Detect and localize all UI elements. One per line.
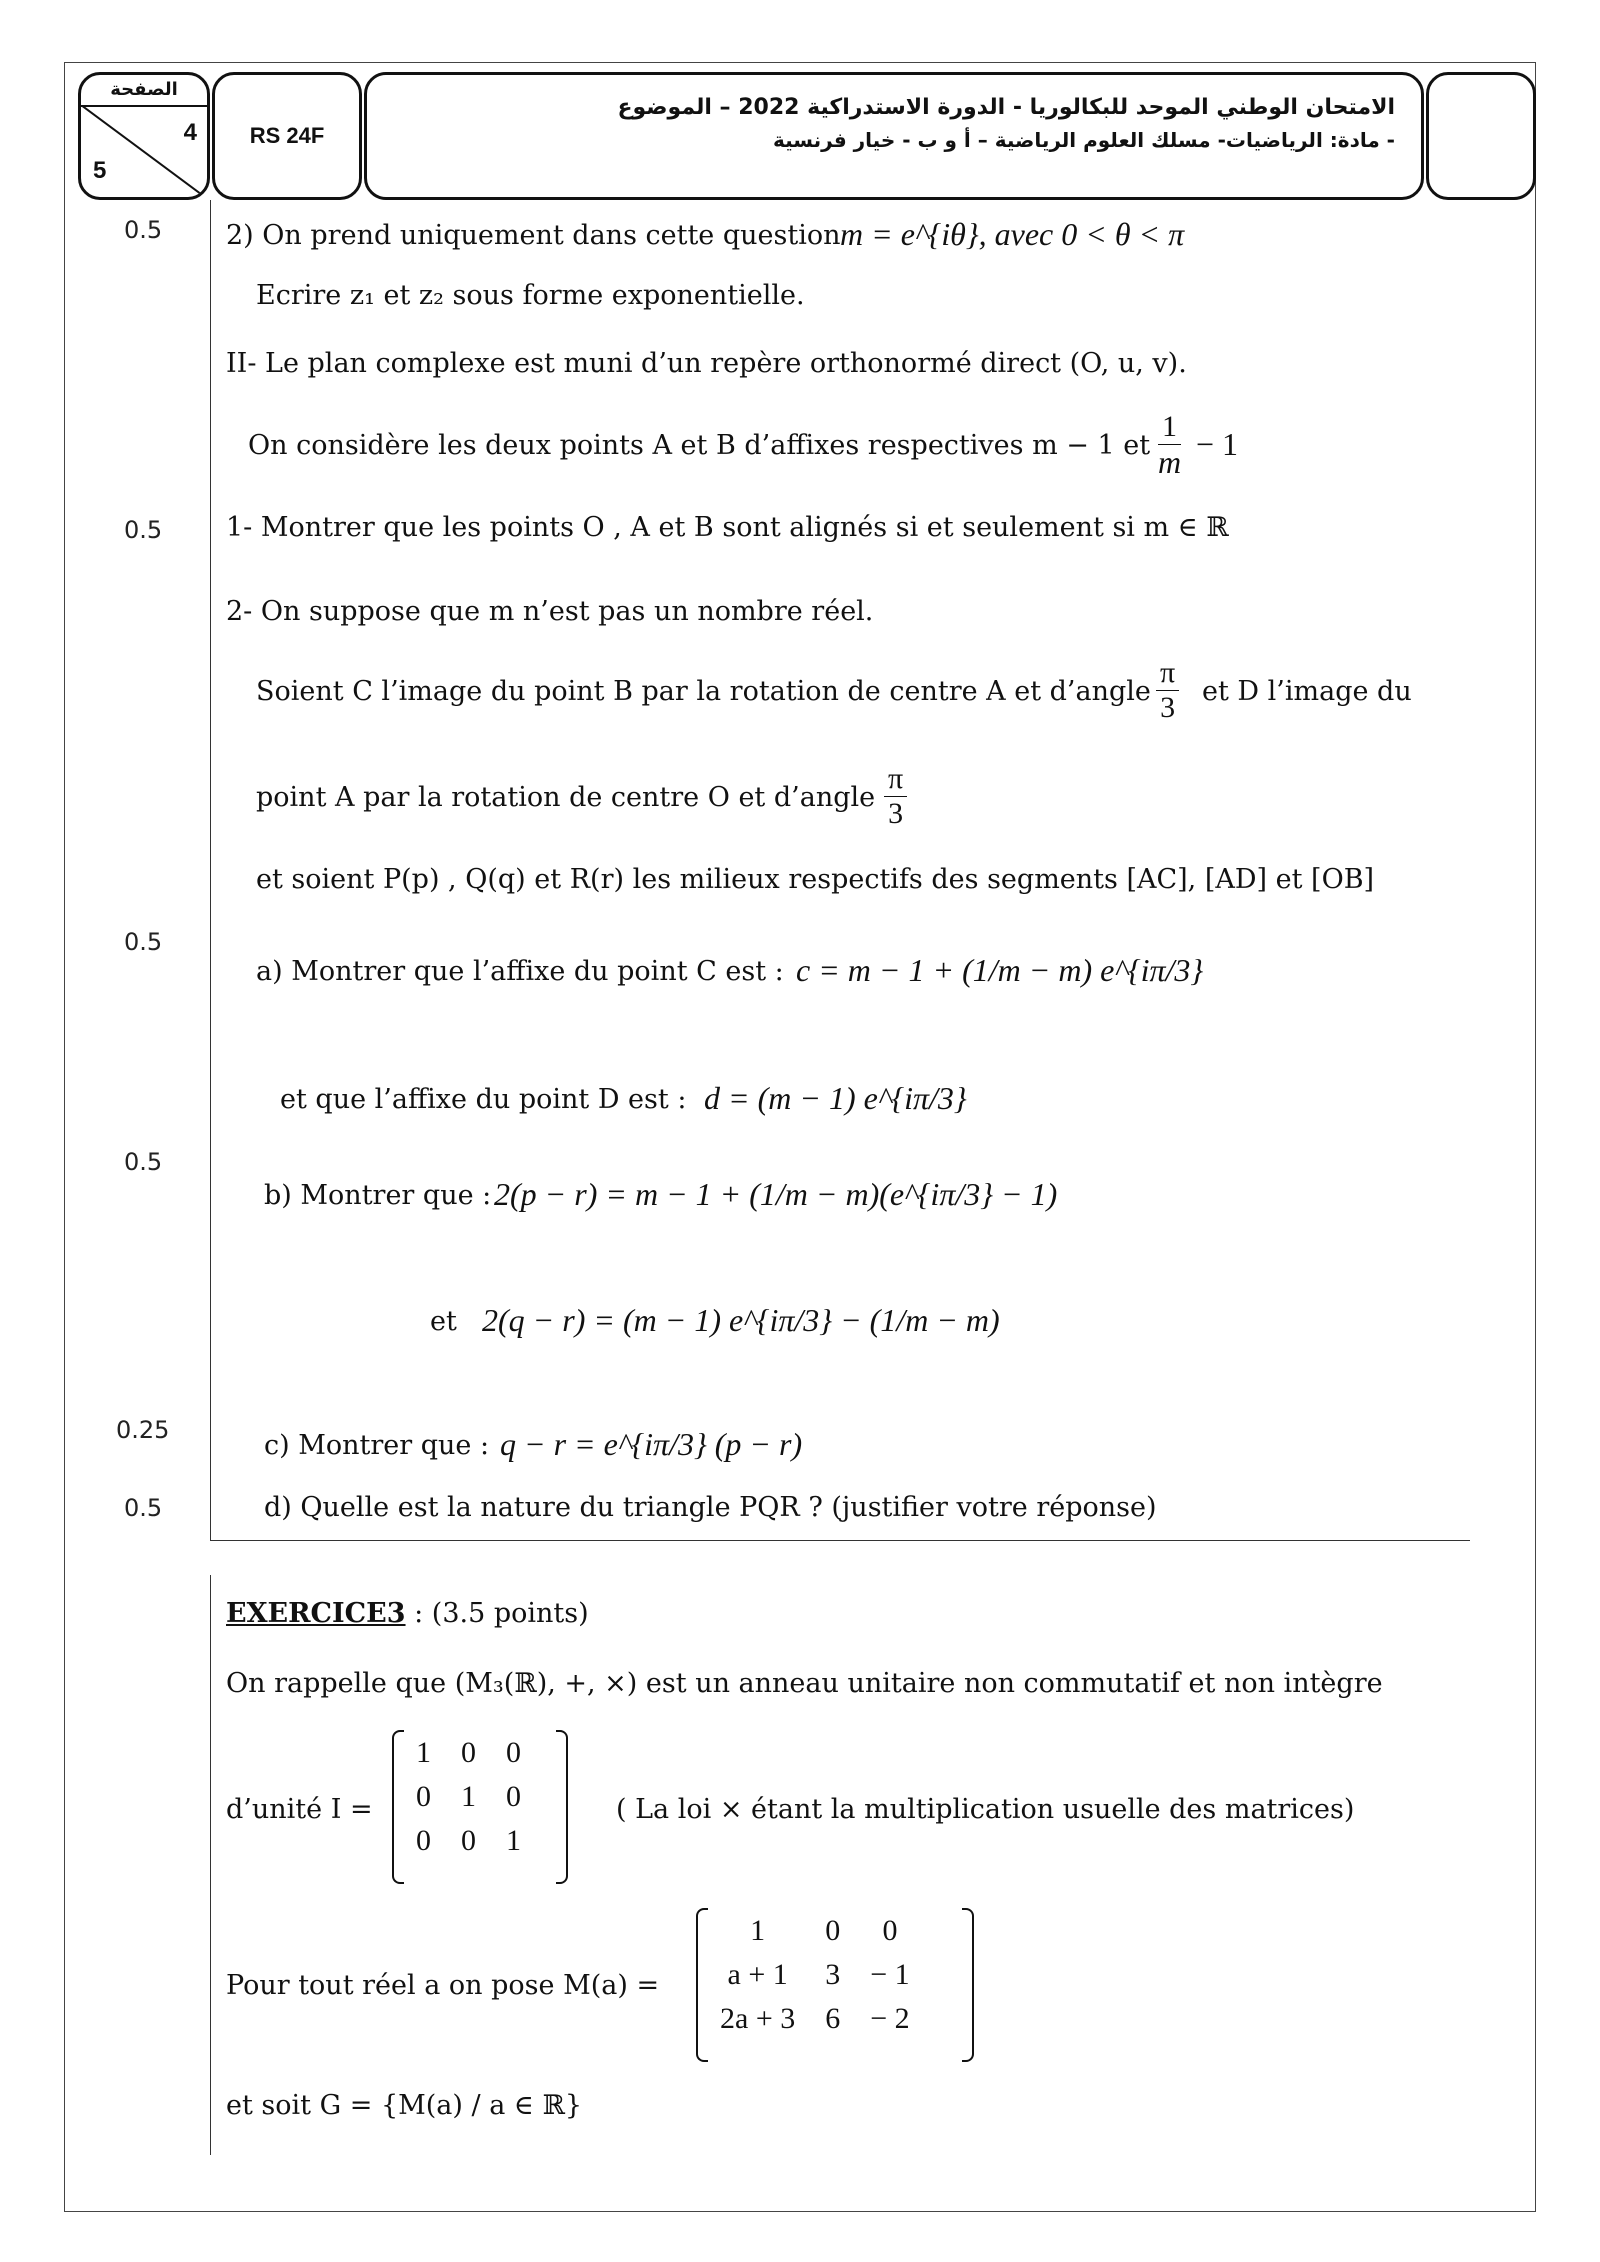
q2-line1-after: et D l’image du [1202, 676, 1412, 707]
points-ii-2c: 0.25 [116, 1416, 170, 1444]
q2-sub: Ecrire z₁ et z₂ sous forme exponentielle. [256, 280, 805, 311]
matrix-cell: 3 [825, 1958, 841, 1991]
page-current: 4 [183, 119, 197, 146]
q2-line2: point A par la rotation de centre O et d’angle [256, 782, 876, 813]
page-total: 5 [93, 157, 107, 184]
frac-den: 3 [1160, 691, 1176, 724]
frac-den: 3 [888, 797, 904, 830]
frac-num: π [884, 762, 907, 797]
exam-title: الامتحان الوطني الموحد للبكالوريا - الدورة الاستدراكية 2022 – الموضوع [617, 95, 1395, 120]
q2-line1: Soient C l’image du point B par la rotation de centre A et d’angle [256, 676, 1151, 707]
identity-bracket-right [556, 1730, 568, 1884]
matrix-M-a [704, 1908, 926, 2042]
points-ii-2b: 0.5 [124, 1148, 163, 1176]
matrix-cell: 0 [825, 1914, 841, 1947]
points-ii-1: 0.5 [124, 516, 163, 544]
matrix-cell: a + 1 [727, 1958, 788, 1991]
page-frame [64, 62, 1536, 2212]
q2-text: 2) On prend uniquement dans cette question [226, 220, 841, 251]
points-after: − 1 [1196, 426, 1239, 462]
matrix-cell: 0 [506, 1780, 521, 1813]
matrix-cell: 6 [825, 2002, 841, 2035]
qa-formula2: d = (m − 1) e^{iπ/3} [704, 1080, 967, 1116]
page-label: الصفحة [81, 75, 207, 107]
exercise3-heading [226, 1600, 589, 1627]
qb-formula1: 2(p − r) = m − 1 + (1/m − m)(e^{iπ/3} − 1) [494, 1176, 1058, 1212]
qc-formula: q − r = e^{iπ/3} (p − r) [500, 1426, 803, 1462]
matrix-cell: 0 [506, 1736, 521, 1769]
qa-text: a) Montrer que l’affixe du point C est : [256, 956, 784, 987]
part2-q1: 1- Montrer que les points O , A et B sont alignés si et seulement si m ∈ ℝ [226, 512, 1229, 543]
part2-points-text: On considère les deux points A et B d’affixes respectives m − 1 et [248, 430, 1151, 461]
matrix-cell: 1 [750, 1914, 766, 1947]
matrix-cell: − 1 [870, 1958, 910, 1991]
frac-one-over-m [1158, 410, 1181, 479]
frac-den: m [1158, 444, 1182, 480]
points-column-rule [210, 200, 211, 1540]
matrix-cell: 1 [416, 1736, 431, 1769]
unit-label: d’unité I = [226, 1794, 373, 1825]
exercise3-title: EXERCICE3 [226, 1598, 406, 1629]
frac-num: 1 [1158, 410, 1181, 445]
matrix-cell: 0 [416, 1824, 431, 1857]
part2-title: II- Le plan complexe est muni d’un repère orthonormé direct (O, u, v). [226, 348, 1187, 379]
matrix-cell: 0 [882, 1914, 898, 1947]
q2-line3: et soient P(p) , Q(q) et R(r) les milieux respectifs des segments [AC], [AD] et [OB] [256, 864, 1375, 895]
qa-formula: c = m − 1 + (1/m − m) e^{iπ/3} [796, 952, 1204, 988]
qa-text2: et que l’affixe du point D est : [280, 1084, 687, 1115]
qb-formula2: 2(q − r) = (m − 1) e^{iπ/3} − (1/m − m) [482, 1302, 1000, 1338]
matrix-cell: 0 [416, 1780, 431, 1813]
exercise3-rule [210, 1575, 211, 2155]
frac-num: π [1156, 656, 1179, 691]
section-divider [210, 1540, 1470, 1541]
matrix-cell: 1 [506, 1824, 521, 1857]
set-def: et soit G = {M(a) / a ∈ ℝ} [226, 2090, 583, 2121]
points-ii-2a: 0.5 [124, 928, 163, 956]
qb-et: et [430, 1306, 457, 1337]
matrix-label: Pour tout réel a on pose M(a) = [226, 1970, 660, 2001]
q2-math: m = e^{iθ}, avec 0 < θ < π [840, 216, 1185, 252]
frac-pi-over-3-b [884, 762, 907, 831]
matrix-cell: 0 [461, 1736, 476, 1769]
matrix-cell: 2a + 3 [720, 2002, 796, 2035]
exam-title-box [364, 72, 1424, 200]
matrix-cell: − 2 [870, 2002, 910, 2035]
exam-code: RS 24F [212, 72, 362, 200]
exam-subject: - مادة: الرياضيات- مسلك العلوم الرياضية – أ و ب - خيار فرنسية [772, 128, 1395, 152]
ma-bracket-right [962, 1908, 974, 2062]
qd-text: d) Quelle est la nature du triangle PQR ? (justifier votre réponse) [264, 1492, 1157, 1523]
points-q2: 0.5 [124, 216, 163, 244]
identity-matrix [400, 1730, 537, 1864]
matrix-cell: 1 [461, 1780, 476, 1813]
points-ii-2d: 0.5 [124, 1494, 163, 1522]
qc-text: c) Montrer que : [264, 1430, 490, 1461]
blank-box [1426, 72, 1536, 200]
matrix-cell: 0 [461, 1824, 476, 1857]
part2-q2: 2- On suppose que m n’est pas un nombre réel. [226, 596, 874, 627]
page-number-box [78, 72, 210, 200]
exercise3-line1: On rappelle que (M₃(ℝ), +, ×) est un anneau unitaire non commutatif et non intègre [226, 1668, 1383, 1699]
frac-pi-over-3-a [1156, 656, 1179, 725]
qb-text: b) Montrer que : [264, 1180, 492, 1211]
exercise3-points: : (3.5 points) [414, 1598, 589, 1629]
unit-note: ( La loi × étant la multiplication usuelle des matrices) [616, 1794, 1355, 1825]
